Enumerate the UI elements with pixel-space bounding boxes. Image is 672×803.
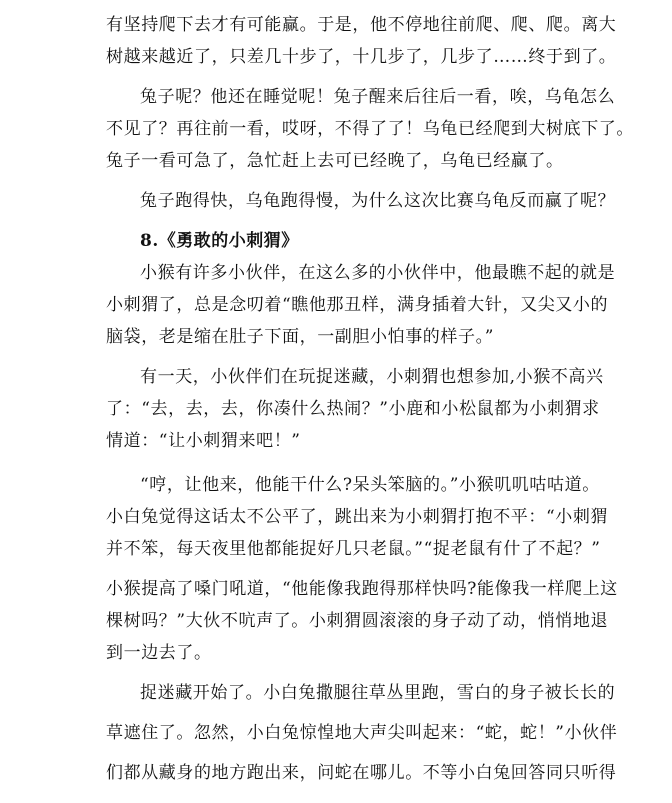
text-line: 了：“去，去，去，你凑什么热闹？”小鹿和小松鼠都为小刺猬求 [106, 399, 600, 419]
text-line: 们都从藏身的地方跑出来，问蛇在哪儿。不等小白兔回答同只听得 [106, 763, 617, 783]
text-line: 有一天，小伙伴们在玩捉迷藏，小刺猬也想参加,小猴不高兴 [140, 367, 604, 387]
text-line: 脑袋，老是缩在肚子下面，一副胆小怕事的样子。” [106, 327, 494, 347]
text-line: 兔子一看可急了，急忙赶上去可已经晚了，乌龟已经赢了。 [106, 151, 564, 171]
text-line: 小猴有许多小伙伴，在这么多的小伙伴中，他最瞧不起的就是 [140, 263, 616, 283]
text-line: 草遮住了。忽然，小白兔惊惶地大声尖叫起来：“蛇，蛇！”小伙伴 [106, 723, 618, 743]
text-line: 捉迷藏开始了。小白兔撒腿往草丛里跑，雪白的身子被长长的 [140, 683, 616, 703]
text-line: 棵树吗？”大伙不吭声了。小刺猬圆滚滚的身子动了动，悄悄地退 [106, 611, 609, 631]
text-line: 到一边去了。 [106, 643, 212, 663]
text-line: 小白兔觉得这话太不公平了，跳出来为小刺猬打抱不平：“小刺猬 [106, 507, 609, 527]
section-heading: 8.《勇敢的小刺猬》 [140, 231, 299, 251]
text-line: 树越来越近了，只差几十步了，十几步了，几步了……终于到了。 [106, 47, 617, 67]
text-line: 情道：“让小刺猬来吧！” [106, 431, 301, 451]
text-line: “哼，让他来，他能干什么?呆头笨脑的。”小猴叽叽咕咕道。 [140, 475, 600, 495]
text-line: 有坚持爬下去才有可能赢。于是，他不停地往前爬、爬、爬。离大 [106, 15, 617, 35]
text-line: 小刺猬了，总是念叨着“瞧他那丑样，满身插着大针，又尖又小的 [106, 295, 609, 315]
text-line: 兔子跑得快，乌龟跑得慢，为什么这次比赛乌龟反而赢了呢？ [140, 191, 616, 211]
text-line: 并不笨，每天夜里他都能捉好几只老鼠。”“捉老鼠有什了不起？” [106, 539, 601, 559]
text-line: 兔子呢？他还在睡觉呢！兔子醒来后往后一看，唉，乌龟怎么 [140, 87, 616, 107]
text-line: 不见了？再往前一看，哎呀，不得了了！乌龟已经爬到大树底下了。 [106, 119, 634, 139]
text-line: 小猴提高了嗓门吼道，“他能像我跑得那样快吗?能像我一样爬上这 [106, 579, 618, 599]
